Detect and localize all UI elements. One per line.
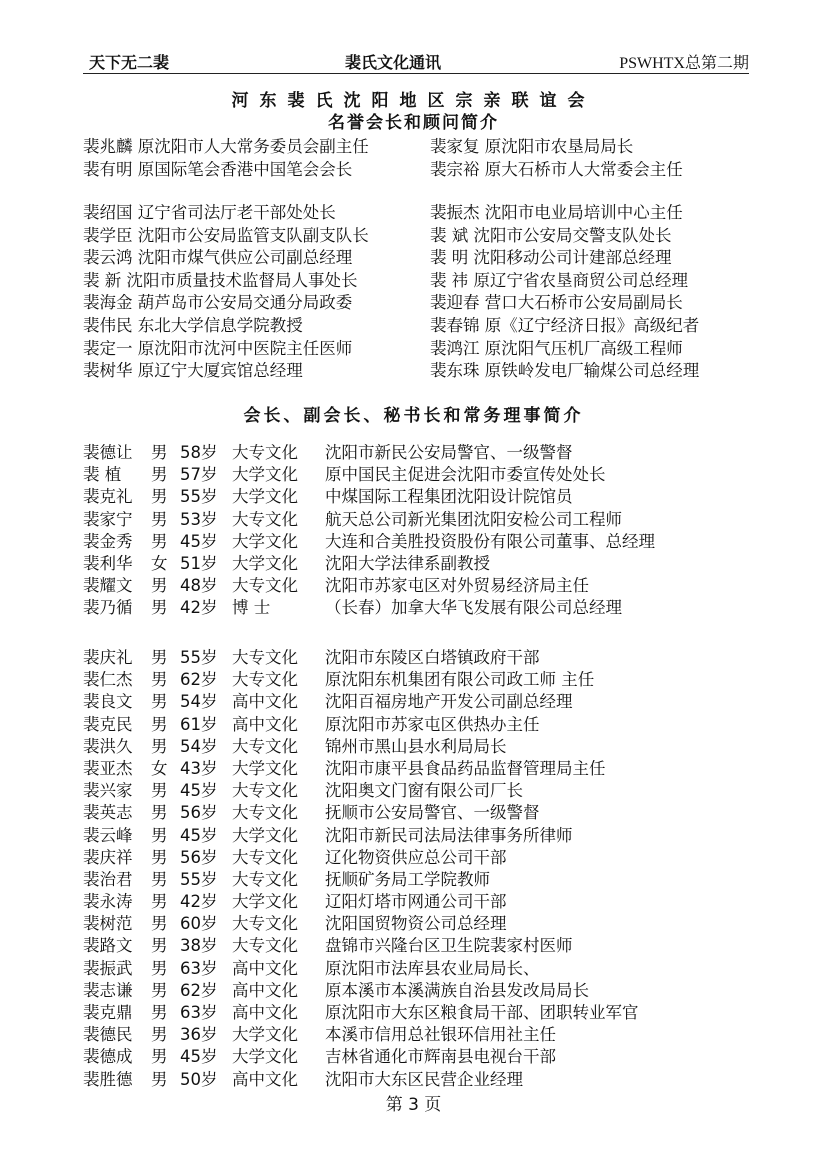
member-position: 原本溪市本溪满族自治县发改局局长 (325, 980, 589, 1000)
member-sex: 男 (151, 1003, 168, 1022)
advisor-left: 裴绍国 辽宁省司法厅老干部处处长 (83, 203, 336, 222)
member-name: 裴家宁 (83, 509, 133, 529)
member-sex: 男 (151, 509, 168, 529)
member-position: 沈阳市新民司法局法律事务所律师 (325, 825, 573, 845)
advisor-row (83, 267, 763, 290)
member-age: 57岁 (180, 465, 218, 485)
member-position: 吉林省通化市辉南县电视台干部 (325, 1047, 556, 1067)
advisor-row (83, 312, 763, 335)
member-name: 裴仁杰 (83, 670, 133, 690)
member-sex: 男 (151, 692, 168, 712)
member-education: 大专文化 (232, 670, 298, 690)
member-education: 大学文化 (232, 1047, 298, 1067)
member-position: 沈阳国贸物资公司总经理 (325, 914, 507, 934)
member-age: 55岁 (180, 648, 218, 667)
member-sex: 男 (151, 736, 168, 756)
member-education: 大学文化 (232, 465, 298, 485)
member-name: 裴德民 (83, 1025, 133, 1045)
member-row (83, 506, 763, 528)
member-name: 裴乃循 (83, 598, 133, 618)
member-position: 沈阳市康平县食品药品监督管理局主任 (325, 758, 606, 778)
member-name: 裴亚杰 (83, 758, 133, 778)
member-education: 大专文化 (232, 443, 298, 462)
member-position: 中煤国际工程集团沈阳设计院馆员 (325, 487, 573, 507)
member-education: 高中文化 (232, 692, 298, 712)
member-age: 61岁 (180, 714, 218, 734)
member-age: 45岁 (180, 1047, 218, 1067)
member-sex: 男 (151, 576, 168, 596)
member-education: 大专文化 (232, 648, 298, 667)
member-age: 48岁 (180, 576, 218, 596)
member-row (83, 688, 763, 710)
member-row (83, 1021, 763, 1043)
member-row (83, 439, 763, 461)
member-age: 36岁 (180, 1025, 218, 1045)
advisors-list-1 (83, 133, 763, 178)
member-name: 裴良文 (83, 692, 133, 712)
member-age: 56岁 (180, 847, 218, 867)
member-position: 大连和合美胜投资股份有限公司董事、总经理 (325, 531, 655, 551)
member-position: 沈阳大学法律系副教授 (325, 553, 490, 573)
member-education: 大专文化 (232, 803, 298, 823)
advisor-left: 裴树华 原辽宁大厦宾馆总经理 (83, 361, 303, 381)
header-center-text: 裴氏文化通讯 (345, 53, 442, 72)
header-right-text: PSWHTX总第二期 (619, 55, 749, 72)
member-position: 辽阳灯塔市网通公司干部 (325, 892, 507, 912)
advisor-left: 裴伟民 东北大学信息学院教授 (83, 315, 303, 335)
member-sex: 男 (151, 958, 168, 978)
member-position: 原沈阳市苏家屯区供热办主任 (325, 714, 540, 734)
advisor-row (83, 133, 763, 156)
member-name: 裴兴家 (83, 781, 133, 801)
main-title: 河东裴氏沈阳地区宗亲联谊会 (231, 91, 596, 111)
member-age: 50岁 (180, 1069, 218, 1089)
header-divider (83, 73, 749, 74)
member-sex: 男 (151, 847, 168, 867)
member-position: 本溪市信用总社银环信用社主任 (325, 1025, 556, 1045)
member-name: 裴庆礼 (83, 648, 133, 667)
member-education: 高中文化 (232, 714, 298, 734)
member-row (83, 594, 763, 616)
member-sex: 女 (151, 553, 168, 573)
member-name: 裴洪久 (83, 736, 133, 756)
advisor-right: 裴家复 原沈阳市农垦局局长 (430, 137, 634, 156)
member-education: 大专文化 (232, 869, 298, 889)
advisor-left: 裴云鸿 沈阳市煤气供应公司副总经理 (83, 248, 353, 268)
member-education: 大学文化 (232, 825, 298, 845)
member-row (83, 955, 763, 977)
member-age: 51岁 (180, 553, 218, 573)
member-sex: 女 (151, 758, 168, 778)
member-age: 45岁 (180, 531, 218, 551)
member-sex: 男 (151, 980, 168, 1000)
member-education: 高中文化 (232, 1069, 298, 1089)
member-position: 沈阳奥文门窗有限公司厂长 (325, 781, 523, 801)
member-sex: 男 (151, 781, 168, 801)
member-education: 高中文化 (232, 958, 298, 978)
member-education: 大学文化 (232, 531, 298, 551)
member-row (83, 572, 763, 594)
advisor-right: 裴宗裕 原大石桥市人大常委会主任 (430, 159, 683, 179)
advisor-right: 裴迎春 营口大石桥市公安局副局长 (430, 293, 683, 313)
member-sex: 男 (151, 670, 168, 690)
member-age: 56岁 (180, 803, 218, 823)
member-row (83, 461, 763, 483)
header-left-text: 天下无二裴 (89, 53, 170, 72)
member-sex: 男 (151, 648, 168, 667)
member-education: 大专文化 (232, 576, 298, 596)
member-sex: 男 (151, 531, 168, 551)
member-row (83, 1066, 763, 1088)
member-row (83, 866, 763, 888)
member-row (83, 799, 763, 821)
member-position: 沈阳市苏家屯区对外贸易经济局主任 (325, 576, 589, 596)
member-position: 沈阳市新民公安局警官、一级警督 (325, 443, 573, 462)
advisor-row (83, 335, 763, 358)
member-position: 抚顺市公安局警官、一级警督 (325, 803, 540, 823)
member-sex: 男 (151, 803, 168, 823)
member-education: 大学文化 (232, 758, 298, 778)
member-position: 原沈阳市大东区粮食局干部、团职转业军官 (325, 1003, 639, 1022)
member-education: 大专文化 (232, 914, 298, 934)
member-sex: 男 (151, 1025, 168, 1045)
member-row (83, 550, 763, 572)
member-age: 42岁 (180, 598, 218, 618)
member-sex: 男 (151, 443, 168, 462)
member-education: 大专文化 (232, 781, 298, 801)
member-age: 58岁 (180, 443, 218, 462)
advisor-right: 裴春锦 原《辽宁经济日报》高级纪者 (430, 315, 700, 335)
member-education: 大学文化 (232, 892, 298, 912)
member-sex: 男 (151, 598, 168, 618)
member-age: 63岁 (180, 958, 218, 978)
member-age: 54岁 (180, 736, 218, 756)
member-row (83, 999, 763, 1021)
member-position: 沈阳市东陵区白塔镇政府干部 (325, 648, 540, 667)
member-row (83, 644, 763, 666)
member-row (83, 777, 763, 799)
member-age: 54岁 (180, 692, 218, 712)
members-list-1 (83, 439, 763, 617)
member-name: 裴云峰 (83, 825, 133, 845)
member-name: 裴永涛 (83, 892, 133, 912)
member-age: 45岁 (180, 781, 218, 801)
advisor-right: 裴鸿江 原沈阳气压机厂高级工程师 (430, 338, 683, 358)
member-position: 辽化物资供应总公司干部 (325, 847, 507, 867)
member-name: 裴德成 (83, 1047, 133, 1067)
advisor-left: 裴定一 原沈阳市沈河中医院主任医师 (83, 338, 353, 358)
member-education: 大专文化 (232, 847, 298, 867)
member-age: 62岁 (180, 980, 218, 1000)
member-education: 大学文化 (232, 487, 298, 507)
member-name: 裴金秀 (83, 531, 133, 551)
advisor-row (83, 199, 763, 222)
advisor-row (83, 357, 763, 380)
member-age: 38岁 (180, 936, 218, 956)
member-name: 裴志谦 (83, 980, 133, 1000)
member-education: 大学文化 (232, 553, 298, 573)
member-age: 43岁 (180, 758, 218, 778)
advisor-row (83, 289, 763, 312)
member-position: 原沈阳市法库县农业局局长、 (325, 958, 540, 978)
member-age: 55岁 (180, 487, 218, 507)
member-name: 裴路文 (83, 936, 133, 956)
advisor-left: 裴兆麟 原沈阳市人大常务委员会副主任 (83, 137, 369, 156)
member-position: 沈阳百福房地产开发公司副总经理 (325, 692, 573, 712)
member-position: 盘锦市兴隆台区卫生院裴家村医师 (325, 936, 573, 956)
member-name: 裴耀文 (83, 576, 133, 596)
member-age: 45岁 (180, 825, 218, 845)
running-header (83, 50, 749, 72)
member-position: 原中国民主促进会沈阳市委宣传处处长 (325, 465, 606, 485)
member-sex: 男 (151, 914, 168, 934)
member-row (83, 977, 763, 999)
member-name: 裴 植 (83, 465, 122, 485)
member-age: 62岁 (180, 670, 218, 690)
member-age: 55岁 (180, 869, 218, 889)
member-sex: 男 (151, 487, 168, 507)
advisor-right: 裴 祎 原辽宁省农垦商贸公司总经理 (430, 270, 688, 290)
member-row (83, 1043, 763, 1065)
member-age: 60岁 (180, 914, 218, 934)
advisor-right: 裴 斌 沈阳市公安局交警支队处长 (430, 225, 672, 245)
member-sex: 男 (151, 1069, 168, 1089)
member-age: 63岁 (180, 1003, 218, 1022)
member-name: 裴树范 (83, 914, 133, 934)
member-position: 抚顺矿务局工学院教师 (325, 869, 490, 889)
advisor-right: 裴东珠 原铁岭发电厂输煤公司总经理 (430, 361, 700, 381)
advisors-list-2 (83, 199, 763, 380)
member-row (83, 755, 763, 777)
member-name: 裴胜德 (83, 1069, 133, 1089)
member-education: 大专文化 (232, 936, 298, 956)
member-name: 裴克礼 (83, 487, 133, 507)
member-position: 沈阳市大东区民营企业经理 (325, 1069, 523, 1089)
advisor-left: 裴 新 沈阳市质量技术监督局人事处长 (83, 270, 358, 290)
member-education: 大专文化 (232, 509, 298, 529)
member-sex: 男 (151, 714, 168, 734)
member-row (83, 932, 763, 954)
member-education: 高中文化 (232, 1003, 298, 1022)
member-education: 大专文化 (232, 736, 298, 756)
member-row (83, 844, 763, 866)
member-row (83, 733, 763, 755)
member-sex: 男 (151, 936, 168, 956)
member-age: 53岁 (180, 509, 218, 529)
member-sex: 男 (151, 465, 168, 485)
member-sex: 男 (151, 869, 168, 889)
member-position: 锦州市黑山县水利局局长 (325, 736, 507, 756)
member-age: 42岁 (180, 892, 218, 912)
member-name: 裴庆祥 (83, 847, 133, 867)
advisor-row (83, 244, 763, 267)
member-row (83, 666, 763, 688)
member-row (83, 483, 763, 505)
member-position: 原沈阳东机集团有限公司政工师 主任 (325, 670, 595, 690)
member-name: 裴利华 (83, 553, 133, 573)
member-sex: 男 (151, 1047, 168, 1067)
member-education: 博 士 (232, 598, 271, 618)
section-title: 会长、副会长、秘书长和常务理事简介 (243, 406, 584, 426)
advisor-right: 裴 明 沈阳移动公司计建部总经理 (430, 248, 672, 268)
members-list-2 (83, 644, 763, 1088)
page-number: 第 3 页 (385, 1095, 442, 1115)
member-position: （长春）加拿大华飞发展有限公司总经理 (325, 598, 622, 618)
member-row (83, 888, 763, 910)
advisor-right: 裴振杰 沈阳市电业局培训中心主任 (430, 203, 683, 222)
advisor-row (83, 156, 763, 179)
member-name: 裴克鼎 (83, 1003, 133, 1022)
advisor-left: 裴海金 葫芦岛市公安局交通分局政委 (83, 293, 353, 313)
advisor-left: 裴学臣 沈阳市公安局监管支队副支队长 (83, 225, 369, 245)
advisor-left: 裴有明 原国际笔会香港中国笔会会长 (83, 159, 353, 179)
member-name: 裴克民 (83, 714, 133, 734)
member-row (83, 711, 763, 733)
member-sex: 男 (151, 892, 168, 912)
advisors-subtitle: 名誉会长和顾问简介 (328, 113, 499, 133)
member-row (83, 528, 763, 550)
member-name: 裴英志 (83, 803, 133, 823)
member-name: 裴振武 (83, 958, 133, 978)
member-row (83, 822, 763, 844)
member-name: 裴治君 (83, 869, 133, 889)
member-education: 高中文化 (232, 980, 298, 1000)
member-row (83, 910, 763, 932)
member-education: 大学文化 (232, 1025, 298, 1045)
member-sex: 男 (151, 825, 168, 845)
advisor-row (83, 222, 763, 245)
member-position: 航天总公司新光集团沈阳安检公司工程师 (325, 509, 622, 529)
member-name: 裴德让 (83, 443, 133, 462)
